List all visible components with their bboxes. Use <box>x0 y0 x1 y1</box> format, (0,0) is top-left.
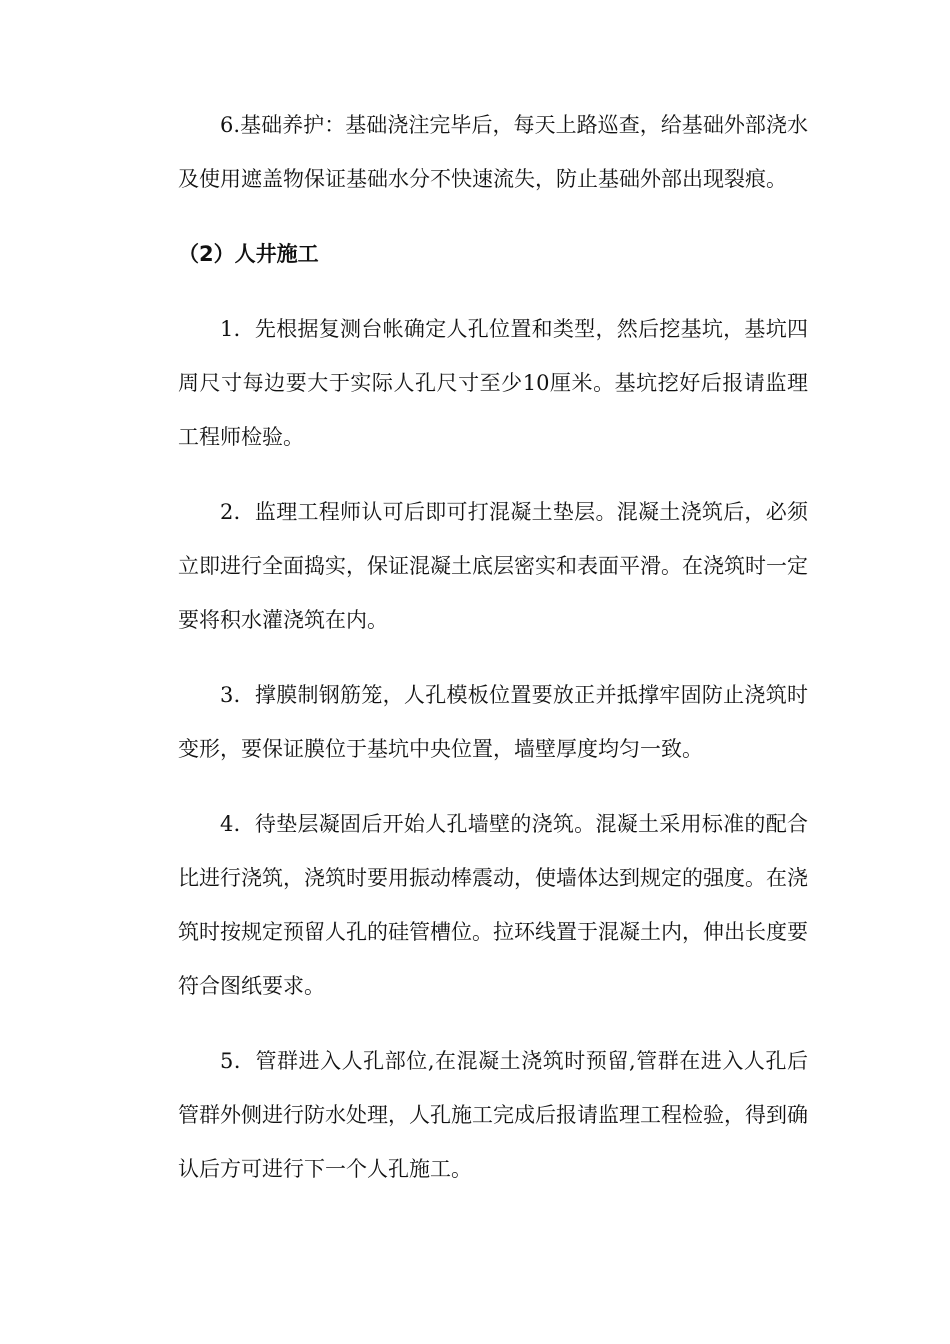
paragraph-step-3: 3．撑膜制钢筋笼，人孔模板位置要放正并抵撑牢固防止浇筑时变形，要保证膜位于基坑中央位置，墙壁厚度均匀一致。 <box>178 683 808 761</box>
paragraph-step-2: 2．监理工程师认可后即可打混凝土垫层。混凝土浇筑后，必须立即进行全面捣实，保证混凝土底层密实和表面平滑。在浇筑时一定要将积水灌浇筑在内。 <box>178 500 808 632</box>
section-heading-manhole-construction: （2）人井施工 <box>178 242 319 266</box>
paragraph-step-1: 1．先根据复测台帐确定人孔位置和类型，然后挖基坑，基坑四周尺寸每边要大于实际人孔尺寸至少10厘米。基坑挖好后报请监理工程师检验。 <box>178 317 808 449</box>
document-body <box>178 98 808 1217</box>
paragraph-foundation-curing: 6.基础养护：基础浇注完毕后，每天上路巡查，给基础外部浇水及使用遮盖物保证基础水分不快速流失，防止基础外部出现裂痕。 <box>178 113 808 191</box>
paragraph-step-4: 4．待垫层凝固后开始人孔墙壁的浇筑。混凝土采用标准的配合比进行浇筑，浇筑时要用振动棒震动，使墙体达到规定的强度。在浇筑时按规定预留人孔的硅管槽位。拉环线置于混凝土内，伸出长度要符合图纸要求。 <box>178 812 808 998</box>
paragraph-step-5: 5．管群进入人孔部位,在混凝土浇筑时预留,管群在进入人孔后管群外侧进行防水处理，人孔施工完成后报请监理工程检验，得到确认后方可进行下一个人孔施工。 <box>178 1049 808 1181</box>
